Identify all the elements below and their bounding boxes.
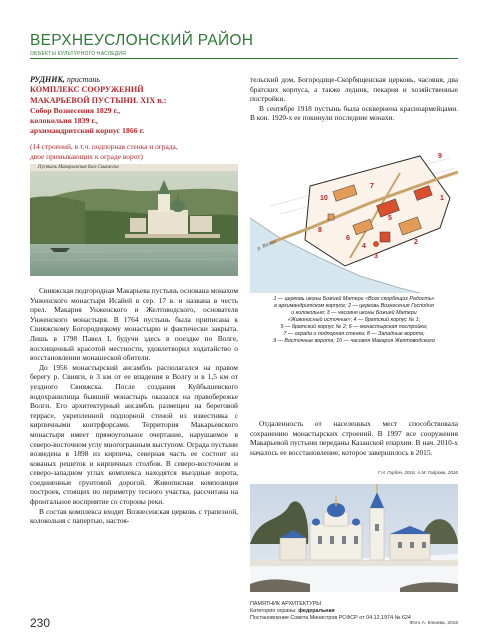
legend-line: в архимандритском корпусе; 2 — церковь Вознесения Господня [274,303,434,309]
river-label: р. Волга [256,238,277,252]
paragraph: До 1956 монастырский ансамбль располагался на правом берегу р. Свияги, в 3 км от ее впадения в Волгу и в 1,5 км от уездного Свияжска. После создания Куйбышевского водохранилища бывший монастырь оказался на правобережье Волги. Его архитектурный ансамбль размещен на береговой террасе, укрепленной подпорной стеной из известняка с кирпичными контрфорсами. Территория Макарьевского монастыря имеет прямоугольное очертание, нарушаемое в северо-восточном углу многогранным выступом. Ограда пустыни возведена в 1898 из кирпича, северная часть ее состоит из кованых решеток и кирпичных столбов. В северо-восточном и северо-западном углах комплекса находятся въездные ворота, соединенные грунтовой дорогой. Живописная композиция построек, стоящих по периметру тесного участка, рассчитана на фронтальное восприятие со стороны реки. [30,362,238,507]
legend-line: «Живоносный источник»; 4 — братский корпус № 1; [287,317,421,323]
historic-photo-image [30,164,238,276]
paragraph: тельский дом, Богородице-Скорбященская церковь, часовня, два братских корпуса, а также ледник, пекарня и хозяйственные постройки. [250,75,458,104]
plan-label: 7 [370,183,374,190]
site-plan-legend [250,296,458,345]
place-suffix: пристань [64,75,100,84]
site-plan-drawing [250,148,458,293]
right-column-mid-text [250,419,458,457]
legend-line: 7 — ограда и подпорная стенка; 8 — Западные ворота; [283,331,425,337]
paragraph: В сентябре 1918 пустынь была осквернена красноармейцами. В кон. 1920-х ее покинули последние монахи. [250,103,458,123]
photo-credit: Фото А. Клюева, 2016 [409,621,458,626]
legend-line: и колокольня; 3 — часовня иконы Божией Матери [291,310,417,316]
paragraph: Отдаленность от населенных мест способствовала сохранению монастырских строений. В 1997 все сооружения Макарьевой пустыни переданы Казанской епархии. В нач. 2010-х началось ее восстановление, которое завершилось в 2015. [250,419,458,457]
monument-item: колокольня 1839 г., [30,116,98,126]
modern-photo [250,484,458,592]
monument-item: архимандритский корпус 1866 г. [30,126,145,136]
plan-label: 4 [362,243,366,250]
plan-label: 1 [440,195,444,202]
monument-title-1: КОМПЛЕКС СООРУЖЕНИЙ [30,85,144,94]
paragraph: В состав комплекса входят Вознесенская церковь с трапезной, колокольня с папертью, настоя- [30,506,238,526]
author-credit: Г.Н. Горбач, 2016, А.М. Гадрова, 2016 [378,470,458,475]
plan-label: 6 [346,235,350,242]
right-column-top-text [250,75,458,123]
modern-photo-image [250,484,458,592]
protection-category-value: федеральная [298,608,335,614]
monument-item: Собор Вознесения 1829 г., [30,106,121,116]
decree: Постановление Совета Министров РСФСР от 04.12.1974 № 624 [250,615,411,621]
paragraph: Свияжская подгородная Макарьева пустынь основана монахом Унженского монастыря Исайей в сер. 17 в. и названа в честь прел. Макария Унженского и Желтоводского, основателя Унженского монастыря. В 1764 пустынь была приписана к Свияжскому Богородицкому монастырю и фактически закрыта. Лишь в 1798 Павел I, будучи здесь в поездке по Волге, восхищенный красотой местности, удовлетворил ходатайство о восстановлении монашеской обители. [30,286,238,363]
monument-note-1: (14 строений, в т.ч. подпорная стенка и ограда, [30,142,178,152]
protection-category-label: Категория охраны: [250,608,299,614]
monument-title-2: МАКАРЬЕВОЙ ПУСТЫНИ. XIX в.: [30,95,167,105]
page-number: 230 [30,616,51,630]
protection-category [250,608,458,615]
site-plan [250,148,458,293]
plan-label: 3 [374,253,378,260]
plan-label: 8 [318,227,322,234]
left-column-text [30,286,238,526]
legend-line: 9 — Восточные ворота; 10 — часовня Макария Желтоводского [273,338,435,344]
plan-label: 9 [438,153,442,160]
monument-status [250,601,458,622]
header-rule [30,58,458,59]
monument-header [30,75,238,161]
legend-line: 1 — церковь иконы Божией Матери «Всех скорбящих Радость» [273,296,435,302]
place-line [30,75,238,85]
legend-line: 5 — братский корпус № 2; 6 — монастырская постройка; [280,324,428,330]
historic-photo-caption: Пустынь Макарьевская близ Свияжска [38,165,119,170]
place-name: РУДНИК, [30,75,65,84]
monument-type: ПАМЯТНИК АРХИТЕКТУРЫ [250,601,322,607]
plan-label: 2 [414,239,418,246]
historic-photo [30,164,238,276]
region-title: ВЕРХНЕУСЛОНСКИЙ РАЙОН [30,32,254,49]
plan-label: 5 [388,215,392,222]
plan-label: 10 [320,195,328,202]
region-subtitle: ОБЪЕКТЫ КУЛЬТУРНОГО НАСЛЕДИЯ [30,51,126,57]
monument-note-2: двое примыкающих к ограде ворот) [30,151,143,161]
